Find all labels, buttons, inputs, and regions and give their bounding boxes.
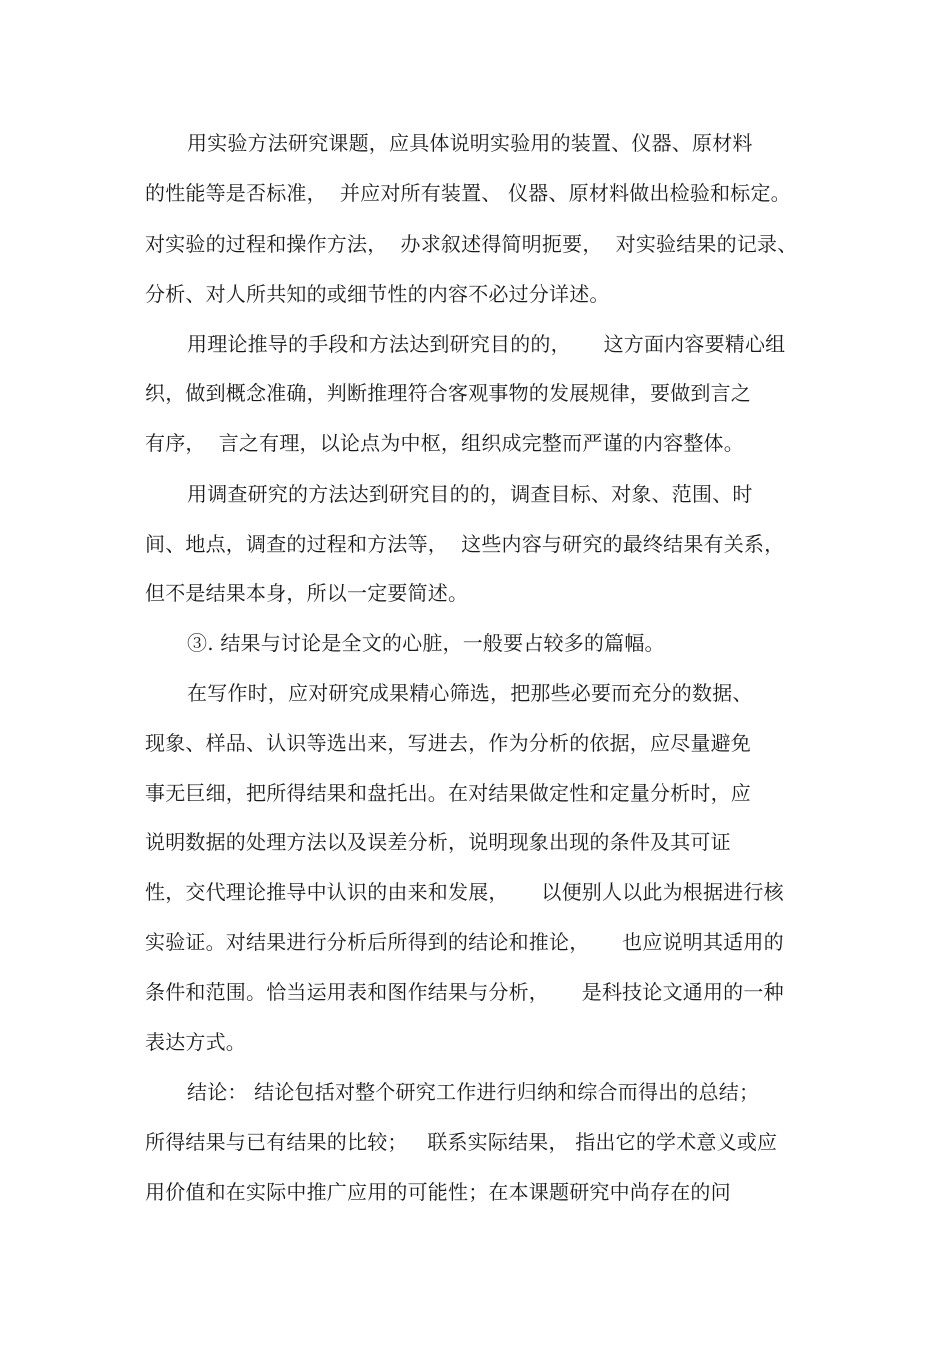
paragraph-line: 在写作时，应对研究成果精心筛选，把那些必要而充分的数据、: [187, 681, 753, 705]
paragraph-line: 有序， 言之有理，以论点为中枢，组织成完整而严谨的内容整体。: [145, 431, 744, 455]
paragraph-line: 的性能等是否标准， 并应对所有装置、 仪器、原材料做出检验和标定。: [145, 181, 791, 205]
paragraph-line: 说明数据的处理方法以及误差分析，说明现象出现的条件及其可证: [145, 830, 731, 854]
paragraph-line: 结论： 结论包括对整个研究工作进行归纳和综合而得出的总结；: [187, 1080, 760, 1104]
paragraph-line: 用实验方法研究课题，应具体说明实验用的装置、仪器、原材料: [187, 131, 753, 155]
paragraph-line: 现象、样品、认识等选出来，写进去，作为分析的依据，应尽量避免: [145, 731, 751, 755]
paragraph-line: 间、地点，调查的过程和方法等， 这些内容与研究的最终结果有关系，: [145, 532, 785, 556]
paragraph-line: 对实验的过程和操作方法， 办求叙述得简明扼要， 对实验结果的记录、: [145, 232, 798, 256]
paragraph-line: 织，做到概念准确，判断推理符合客观事物的发展规律，要做到言之: [145, 381, 751, 405]
paragraph-line: 用价值和在实际中推广应用的可能性；在本课题研究中尚存在的问: [145, 1180, 731, 1204]
paragraph-line: 但不是结果本身，所以一定要简述。: [145, 581, 469, 605]
paragraph-line: 分析、对人所共知的或细节性的内容不必过分详述。: [145, 282, 610, 306]
paragraph-line: 表达方式。: [145, 1030, 246, 1054]
paragraph-line: 用理论推导的手段和方法达到研究目的的， 这方面内容要精心组: [187, 332, 786, 356]
paragraph-line: 性，交代理论推导中认识的由来和发展， 以便别人以此为根据进行核: [145, 880, 784, 904]
paragraph-line: 用调查研究的方法达到研究目的的，调查目标、对象、范围、时: [187, 482, 753, 506]
paragraph-line: 条件和范围。恰当运用表和图作结果与分析， 是科技论文通用的一种: [145, 980, 784, 1004]
section-heading-line: ③. 结果与讨论是全文的心脏，一般要占较多的篇幅。: [187, 631, 665, 655]
paragraph-line: 实验证。对结果进行分析后所得到的结论和推论， 也应说明其适用的: [145, 930, 784, 954]
paragraph-line: 事无巨细，把所得结果和盘托出。在对结果做定性和定量分析时，应: [145, 781, 751, 805]
paragraph-line: 所得结果与已有结果的比较； 联系实际结果， 指出它的学术意义或应: [145, 1130, 778, 1154]
